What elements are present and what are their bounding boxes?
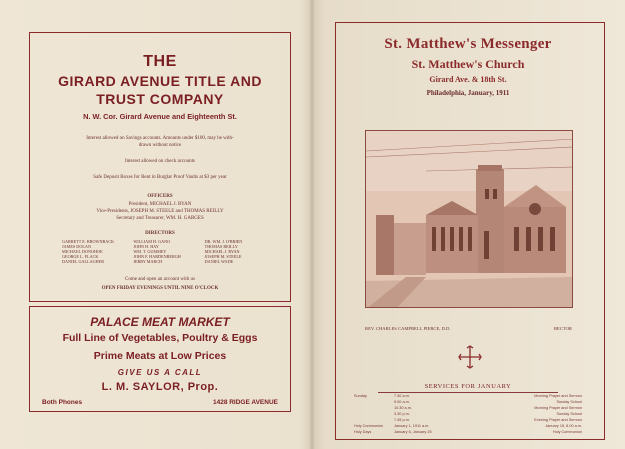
director-name: DR. WM. J. O'BRIEN <box>204 239 243 244</box>
service-description: Evening Prayer and Sermon <box>534 418 582 422</box>
service-time: 7.45 p.m. <box>394 418 410 422</box>
safe-deposit-text: Safe Deposit Boxes for Rent in Burglar Proof Vaults at $3 per year <box>93 175 227 180</box>
services-divider <box>378 392 558 393</box>
director-name: JOHN F. HARDENBERGH <box>133 254 181 259</box>
pastor-title: RECTOR <box>553 326 572 331</box>
interest-savings-1: Interest allowed on Savings accounts. Amounts under $100, may be with- <box>86 136 234 141</box>
director-name: DANIEL GALLAGHER <box>62 259 105 264</box>
bank-name-line-1: THE <box>143 53 177 70</box>
bank-name-line-2: GIRARD AVENUE TITLE AND <box>58 73 262 89</box>
right-page <box>318 8 618 443</box>
church-name: St. Matthew's Church <box>411 57 525 71</box>
interest-check: Interest allowed on check accounts <box>125 159 195 164</box>
director-name: WILLIAM H. GANO <box>133 239 171 244</box>
director-name: GARRETT E. BROWNBACK <box>62 239 115 244</box>
church-photograph <box>365 130 573 308</box>
service-day: Holy Days <box>354 430 372 434</box>
service-description: Morning Prayer and Sermon <box>534 394 582 398</box>
masthead: St. Matthew's Messenger <box>384 36 552 52</box>
director-name: MICHAEL J. RYAN <box>204 249 240 254</box>
bank-address: N. W. Cor. Girard Avenue and Eighteenth St. <box>83 112 237 121</box>
church-building-image <box>366 131 573 308</box>
service-day: Sunday <box>354 394 367 398</box>
secretary-line: Secretary and Treasurer, WM. H. GARGES <box>116 216 204 221</box>
market-line-1: Full Line of Vegetables, Poultry & Eggs <box>62 332 258 344</box>
left-page <box>6 8 306 443</box>
directors-heading: DIRECTORS <box>145 231 175 236</box>
open-account-line: Come and open an account with us <box>125 277 195 282</box>
market-phones: Both Phones <box>42 399 83 406</box>
service-time: 3.30 p.m. <box>394 412 410 416</box>
pastor-name: REV. CHARLES CAMPBELL PIERCE, D.D. <box>365 326 451 331</box>
service-time: January 1, 1911 a.m. <box>394 424 430 428</box>
president-line: President, MICHAEL J. RYAN <box>128 202 192 207</box>
market-line-3: GIVE US A CALL <box>117 368 203 377</box>
officers-heading: OFFICERS <box>147 194 173 199</box>
director-name: JOSEPH M. STEELE <box>204 254 242 259</box>
service-description: Sunday School <box>556 412 582 416</box>
center-fold <box>309 0 315 449</box>
service-description: Sunday School <box>556 400 582 404</box>
services-list <box>354 394 582 440</box>
market-address: 1428 RIDGE AVENUE <box>212 399 278 406</box>
market-name: PALACE MEAT MARKET <box>90 315 230 329</box>
director-name: GEORGE L. FLACK <box>62 254 99 259</box>
service-time: 9.00 a.m. <box>394 400 410 404</box>
service-description: January 15, 8.00 a.m. <box>545 424 582 428</box>
friday-hours: OPEN FRIDAY EVENINGS UNTIL NINE O'CLOCK <box>101 286 219 291</box>
director-name: DANIEL WADE <box>204 259 234 264</box>
bank-advertisement <box>29 32 291 302</box>
service-description: Holy Communion <box>552 430 582 434</box>
vice-presidents-line: Vice-Presidents, JOSEPH M. STEELE and THOMAS REILLY <box>96 209 224 214</box>
interest-savings-2: drawn without notice <box>138 143 182 148</box>
service-time: January 6, January 25 <box>394 430 432 434</box>
church-street: Girard Ave. & 18th St. <box>429 75 507 84</box>
meat-market-advertisement <box>29 306 291 412</box>
market-line-2: Prime Meats at Low Prices <box>93 350 227 362</box>
director-name: WM. T. GUMMEY <box>133 249 167 254</box>
dateline: Philadelphia, January, 1911 <box>426 89 510 97</box>
directors-list <box>62 239 272 264</box>
service-time: 7.30 a.m. <box>394 394 410 398</box>
director-name: JERRY MARCH <box>133 259 163 264</box>
bank-name-line-3: TRUST COMPANY <box>96 91 224 107</box>
service-time: 10.30 a.m. <box>394 406 412 410</box>
market-proprietor: L. M. SAYLOR, Prop. <box>101 381 219 393</box>
service-description: Morning Prayer and Sermon <box>534 406 582 410</box>
director-name: JOHN H. HAY <box>133 244 159 249</box>
director-name: JAMES DOLAN <box>62 244 91 249</box>
cross-ornament-icon <box>458 345 482 369</box>
services-heading: SERVICES FOR JANUARY <box>424 383 512 390</box>
service-day: Holy Communion <box>354 424 384 428</box>
director-name: MICHAEL DONOHOE <box>62 249 103 254</box>
director-name: THOMAS REILLY <box>204 244 238 249</box>
